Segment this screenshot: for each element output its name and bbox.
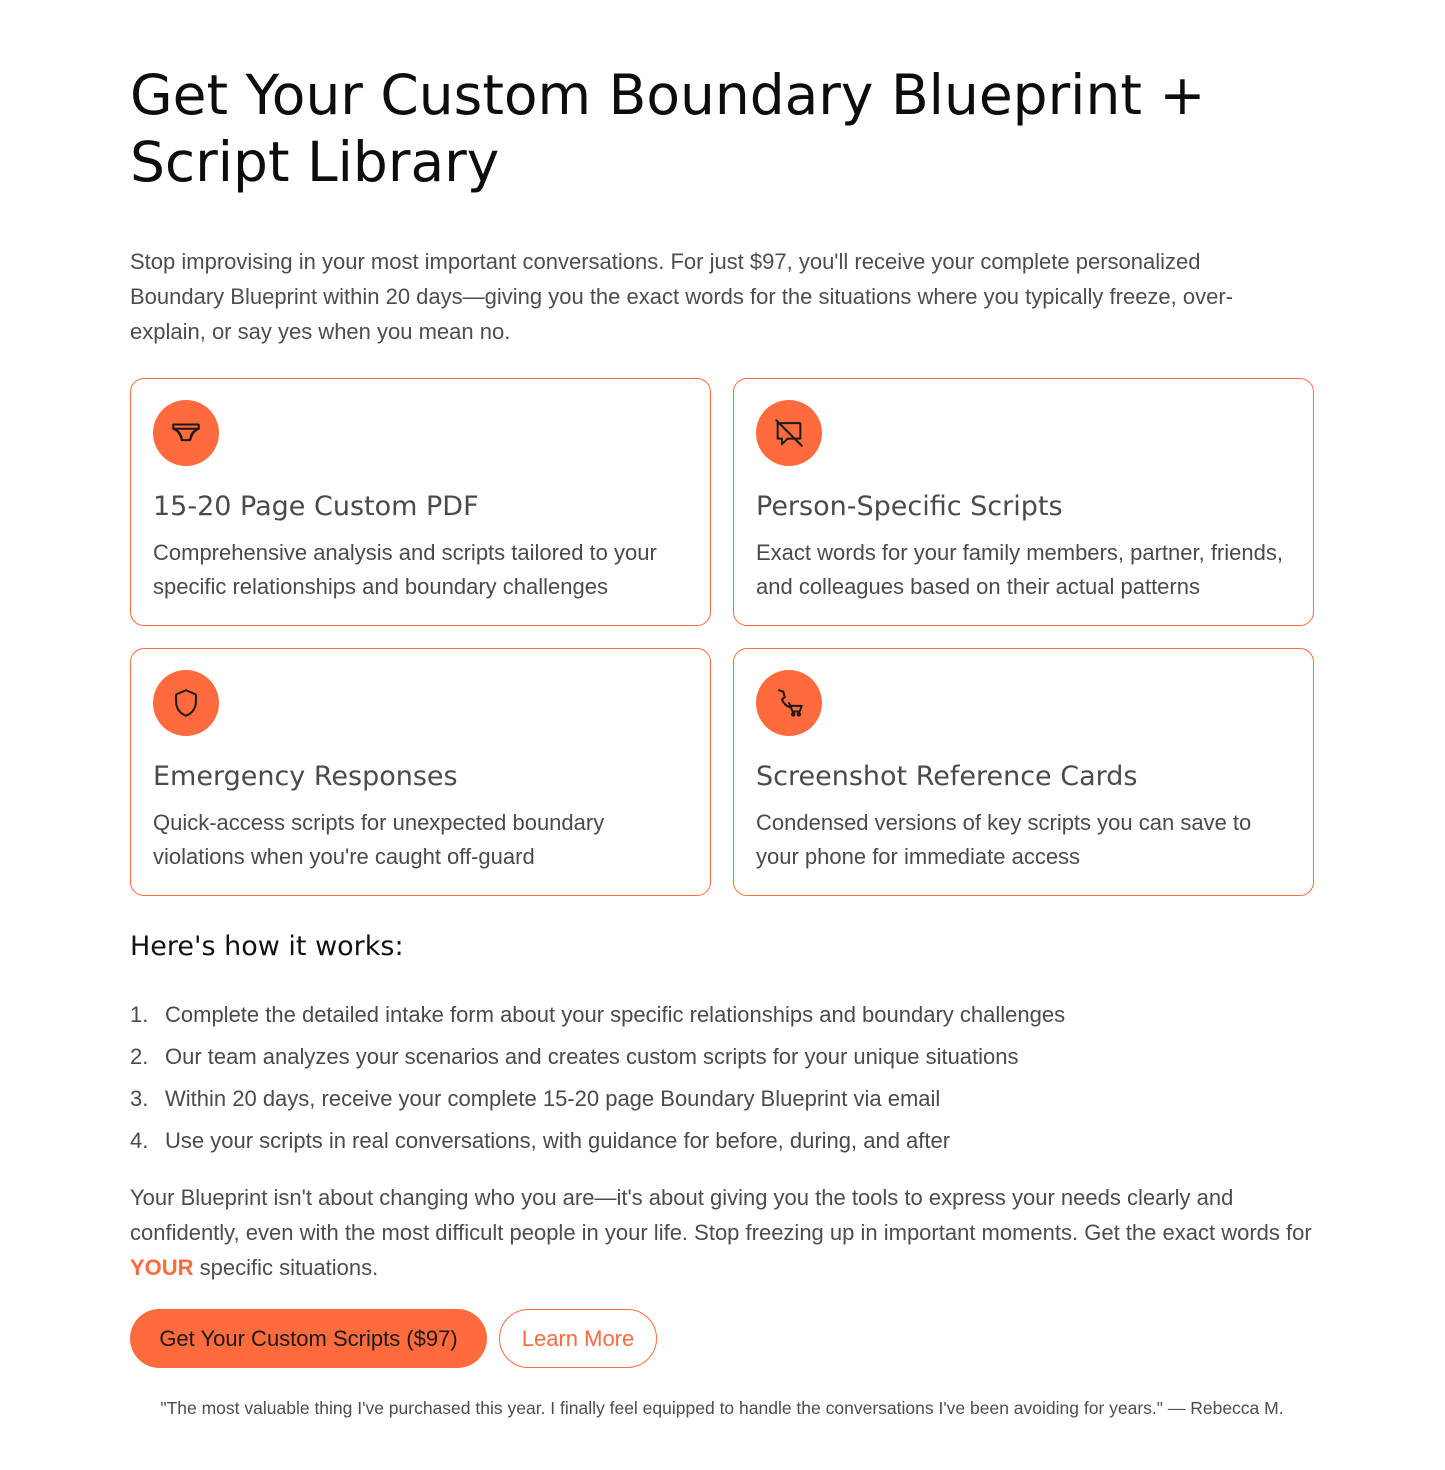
get-custom-scripts-button[interactable]: Get Your Custom Scripts ($97) (130, 1309, 487, 1368)
closing-emphasis: YOUR (130, 1255, 194, 1280)
step-number: 4. (130, 1128, 149, 1153)
feature-card-reference-cards (733, 648, 1314, 896)
learn-more-button[interactable]: Learn More (499, 1309, 657, 1368)
shield-icon (153, 670, 219, 736)
list-item (130, 1120, 1315, 1162)
step-number: 3. (130, 1086, 149, 1111)
feature-card-emergency (130, 648, 711, 896)
feature-cards (130, 378, 1315, 896)
step-text: Complete the detailed intake form about your specific relationships and boundary challenges (165, 1002, 1066, 1027)
step-text: Our team analyzes your scenarios and creates custom scripts for your unique situations (165, 1044, 1019, 1069)
feature-title: 15-20 Page Custom PDF (153, 491, 479, 522)
closing-text-end: specific situations. (193, 1255, 379, 1280)
feature-title: Screenshot Reference Cards (756, 761, 1138, 792)
cta-actions (130, 1309, 1315, 1368)
phone-cart-icon (756, 670, 822, 736)
how-it-works-heading: Here's how it works: (130, 931, 404, 962)
message-off-icon (756, 400, 822, 466)
underwear-icon (153, 400, 219, 466)
feature-description: Comprehensive analysis and scripts tailored to your specific relationships and boundary challenges (153, 540, 657, 599)
testimonial-quote: "The most valuable thing I've purchased this year. I finally feel equipped to handle the conversations I've been avoiding for years." — Rebecca M. (160, 1398, 1284, 1418)
step-number: 1. (130, 1002, 149, 1027)
feature-title: Person-Specific Scripts (756, 491, 1063, 522)
closing-paragraph (130, 1180, 1320, 1285)
feature-card-person-scripts (733, 378, 1314, 626)
step-text: Within 20 days, receive your complete 15-20 page Boundary Blueprint via email (165, 1086, 941, 1111)
list-item (130, 1078, 1315, 1120)
list-item (130, 1036, 1315, 1078)
step-number: 2. (130, 1044, 149, 1069)
page-title: Get Your Custom Boundary Blueprint + Script Library (130, 63, 1206, 194)
closing-text: Your Blueprint isn't about changing who you are—it's about giving you the tools to express your needs clearly and confidently, even with the most difficult people in your life. Stop freezing up in important moments. Get the exact words for (130, 1185, 1312, 1245)
feature-description: Quick-access scripts for unexpected boundary violations when you're caught off-guard (153, 810, 605, 869)
step-text: Use your scripts in real conversations, with guidance for before, during, and after (165, 1128, 951, 1153)
intro-paragraph: Stop improvising in your most important conversations. For just $97, you'll receive your complete personalized Boundary Blueprint within 20 days—giving you the exact words for the situations where you typically freeze, over-explain, or say yes when you mean no. (130, 249, 1234, 344)
steps-list (130, 994, 1315, 1162)
list-item (130, 994, 1315, 1036)
feature-card-custom-pdf (130, 378, 711, 626)
feature-description: Condensed versions of key scripts you can save to your phone for immediate access (756, 810, 1252, 869)
feature-description: Exact words for your family members, partner, friends, and colleagues based on their actual patterns (756, 540, 1283, 599)
feature-title: Emergency Responses (153, 761, 458, 792)
